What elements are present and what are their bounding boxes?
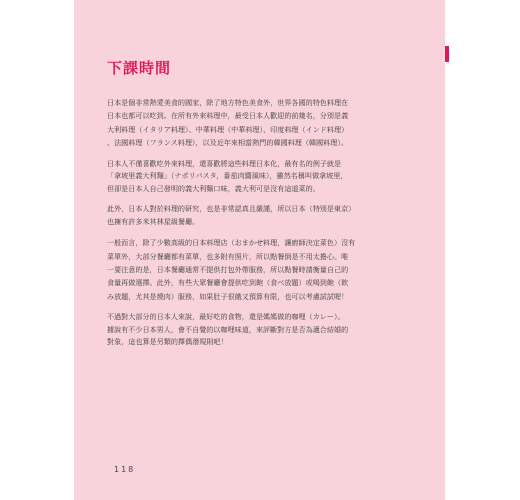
paragraph-curry: 不過對大部分的日本人來說，最好吃的食物，還是媽媽做的咖哩（カレー）。 據說有不少日本男人，會不自覺的以咖哩味道，來評斷對方是否為適合結婚的 對象，這也算是另類的擇偶潛規則吧！: [107, 312, 349, 347]
paragraph-napolitan-pasta: 日本人不僅喜歡吃外來料理，還喜歡將這些料理日本化，最有名的例子就是 「拿坡里義大利麵」（ナポリパスタ，番茄肉醬風味），雖然名稱叫做拿坡里， 但卻是日本人自己發明的義大利麵口味，義大利可是沒有這道菜的。: [107, 158, 348, 193]
section-title: 下課時間: [107, 59, 172, 77]
paragraph-ordering-tips: 一般而言，除了少數高級的日本料理店（おまかせ料理，讓廚師決定菜色）沒有 菜單外，大部分餐廳都有菜單，也多附有照片，所以點餐倒是不用太擔心。唯 一要注意的是，日本餐廳通常不提供打包外帶服務，所以點餐時請衡量自己的 食量再做選擇。此外，有些大眾餐廳會提供吃到飽（食べ放題）或喝到飽（飲 み放題，尤其是燒肉）服務，如果肚子很餓又預算有限，也可以考慮試試喔！: [107, 238, 356, 301]
paragraph-michelin: 此外，日本人對於料理的研究，也是非常認真且嚴謹，所以日本（特別是東京） 也擁有許多米其林星級餐廳。: [107, 204, 356, 226]
article-body: [107, 96, 409, 357]
chapter-tab-marker: [445, 46, 449, 62]
paragraph-foreign-cuisine: 日本是個非常熱愛美食的國家，除了地方特色美食外，世界各國的特色料理在 日本也都可以吃到。在所有外來料理中，最受日本人歡迎的前幾名，分別是義 大利料理（イタリア料理）、中華料理（中華料理）、印度料理（インド料理） 、法國料理（フランス料理），以及近年來相當熱門的韓國料理（韓國料理）。: [107, 98, 349, 148]
page-number: 118: [114, 465, 136, 474]
